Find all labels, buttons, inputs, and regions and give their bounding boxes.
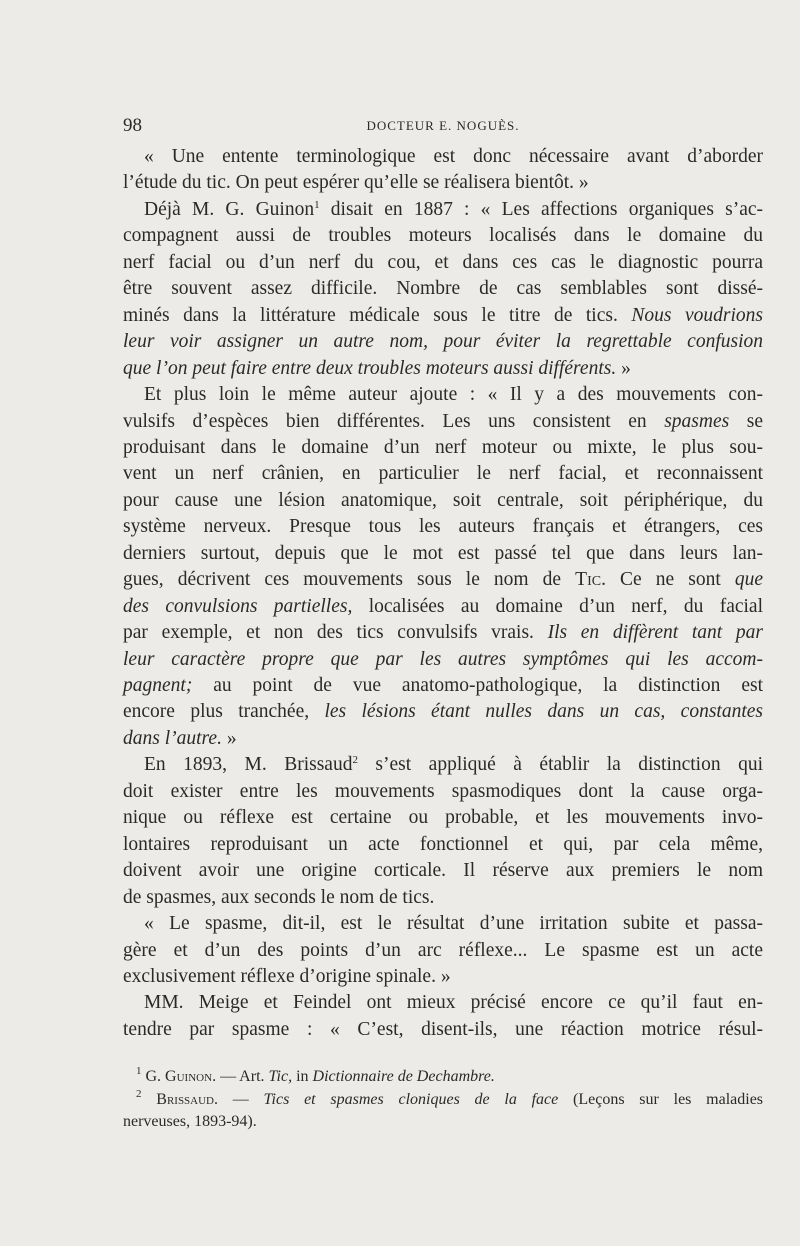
text-segment: derniers surtout, depuis que le mot est passé tel que dans leurs lan- — [123, 542, 763, 564]
text-segment: Brissaud — [156, 1090, 215, 1108]
text-segment: par exemple, et non des tics convulsifs vrais. — [123, 622, 548, 644]
text-segment: in — [292, 1068, 313, 1085]
footnote-marker: 1 — [136, 1065, 142, 1077]
text-segment: spasmes — [664, 410, 730, 432]
text-segment: doit exister entre les mouvements spasmodiques dont la cause orga- — [123, 780, 763, 802]
text-line — [123, 886, 763, 910]
text-line — [123, 780, 763, 804]
text-segment: vulsifs d’espèces bien différentes. Les uns consistent en — [123, 410, 665, 432]
text-line — [123, 568, 763, 592]
text-line — [123, 700, 763, 724]
text-segment: minés dans la littérature médicale sous le titre de tics. — [123, 304, 632, 326]
text-line — [123, 251, 763, 275]
text-line — [123, 965, 763, 989]
text-segment: s’est appliqué à établir la distinction qui — [357, 754, 763, 776]
text-line — [123, 595, 763, 619]
text-line — [123, 224, 763, 248]
text-segment: Tic, — [268, 1068, 293, 1085]
text-segment: système nerveux. Presque tous les auteurs français et étrangers, ces — [123, 516, 763, 538]
text-line — [123, 410, 763, 434]
text-segment: compagnent aussi de troubles moteurs localisés dans le domaine du — [123, 225, 763, 247]
text-segment: leur caractère propre que par les autres symptômes qui les accom- — [123, 648, 763, 670]
text-line — [123, 330, 763, 354]
text-segment: Et plus loin le même auteur ajoute : « Il y a des mouvements con- — [144, 384, 763, 406]
text-segment: nerveuses, 1893-94). — [123, 1113, 257, 1130]
text-segment: disait en 1887 : « Les affections organiques s’ac- — [319, 198, 764, 220]
text-segment: . — Art. — [212, 1068, 269, 1085]
text-segment: pagnent; — [123, 675, 193, 696]
text-segment: localisées au domaine d’un nerf, du facial — [352, 595, 763, 617]
text-line — [123, 833, 763, 857]
text-segment: produisant dans le domaine d’un nerf moteur ou mixte, le plus sou- — [123, 436, 763, 458]
text-segment: MM. Meige et Feindel ont mieux précisé encore ce qu’il faut en- — [144, 992, 763, 1014]
text-segment: « Une entente terminologique est donc nécessaire avant d’aborder — [144, 146, 763, 167]
footnote-line — [136, 1087, 764, 1110]
text-segment: Tic — [575, 569, 602, 591]
text-segment: . Ce ne sont — [601, 569, 735, 591]
text-line — [123, 621, 763, 645]
text-line — [123, 436, 763, 460]
text-segment: dans l’autre. — [123, 727, 222, 749]
text-line — [144, 912, 763, 936]
text-line — [123, 648, 763, 672]
text-segment: au point de vue anatomo-pathologique, la distinction est — [192, 675, 763, 696]
text-line — [144, 145, 763, 169]
text-line — [123, 674, 763, 698]
text-segment: » — [221, 727, 237, 749]
text-segment: tendre par spasme : « C’est, disent-ils, une réaction motrice résul- — [123, 1018, 763, 1040]
running-head-title: DOCTEUR E. NOGUÈS. — [366, 118, 520, 133]
text-line — [144, 383, 763, 407]
text-line — [123, 859, 763, 883]
text-segment: pour cause une lésion anatomique, soit centrale, soit périphérique, du — [123, 489, 763, 511]
footnote-marker: 2 — [136, 1087, 142, 1100]
text-segment: « Le spasme, dit-il, est le résultat d’une irritation subite et passa- — [144, 913, 763, 935]
text-line — [123, 357, 763, 381]
text-line — [123, 277, 763, 301]
text-segment: les lésions étant nulles dans un cas, constantes — [324, 701, 763, 723]
text-segment: » — [616, 357, 631, 379]
text-segment: de spasmes, aux seconds le nom de tics. — [123, 886, 435, 908]
text-segment: exclusivement réflexe d’origine spinale. » — [123, 965, 451, 987]
text-segment: que — [734, 569, 763, 591]
text-segment: Dictionnaire de Dechambre. — [312, 1068, 495, 1085]
text-segment: gère et d’un des points d’un arc réflexe... Le spasme est un acte — [123, 939, 763, 961]
text-line — [144, 753, 763, 777]
text-segment: leur voir assigner un autre nom, pour éviter la regrettable confusion — [123, 331, 763, 353]
text-segment: G. Guinon — [145, 1068, 213, 1085]
text-segment: se — [729, 410, 763, 432]
text-line — [123, 939, 763, 963]
text-segment: être souvent assez difficile. Nombre de cas semblables sont dissé- — [123, 278, 763, 300]
text-segment: Ils en diffèrent tant par — [547, 622, 763, 644]
text-line — [123, 1018, 763, 1042]
text-line — [144, 991, 763, 1015]
text-segment: encore plus tranchée, — [123, 701, 325, 723]
text-segment: nerf facial ou d’un nerf du cou, et dans ces cas le diagnostic pourra — [123, 251, 763, 273]
running-header — [123, 115, 763, 139]
footnote-line — [123, 1112, 763, 1132]
text-segment: vent un nerf crânien, en particulier le nerf facial, et reconnaissent — [123, 463, 763, 485]
text-line — [123, 542, 763, 566]
text-segment: En 1893, M. Brissaud — [144, 754, 353, 776]
text-segment: nique ou réflexe est certaine ou probable, et les mouvements invo- — [123, 807, 763, 829]
text-segment: l’étude du tic. On peut espérer qu’elle se réalisera bientôt. » — [123, 172, 589, 194]
text-line — [123, 727, 763, 751]
text-segment: . — — [214, 1090, 264, 1108]
text-segment: doivent avoir une origine corticale. Il réserve aux premiers le nom — [123, 860, 763, 882]
text-line — [123, 515, 763, 539]
text-segment: lontaires reproduisant un acte fonctionnel et qui, par cela même, — [123, 833, 763, 855]
footnote-marker: 1 — [314, 198, 320, 211]
text-line — [123, 171, 763, 195]
text-line — [144, 198, 763, 222]
text-line — [123, 462, 763, 486]
text-segment: que l’on peut faire entre deux troubles moteurs aussi différents. — [123, 357, 617, 379]
text-line — [123, 806, 763, 830]
text-line — [123, 489, 763, 513]
footnote-line — [136, 1067, 763, 1087]
text-segment: Tics et spasmes cloniques de la face — [263, 1090, 559, 1108]
text-segment: Déjà M. G. Guinon — [144, 198, 315, 220]
footnote-marker: 2 — [352, 754, 358, 767]
text-segment: des convulsions partielles, — [123, 595, 353, 617]
page-number: 98 — [123, 115, 142, 136]
text-line — [123, 304, 763, 328]
text-segment: gues, décrivent ces mouvements sous le nom de — [123, 569, 576, 591]
text-segment: Nous voudrions — [631, 304, 763, 326]
text-segment — [142, 1091, 157, 1108]
text-segment: (Leçons sur les maladies — [558, 1090, 764, 1108]
